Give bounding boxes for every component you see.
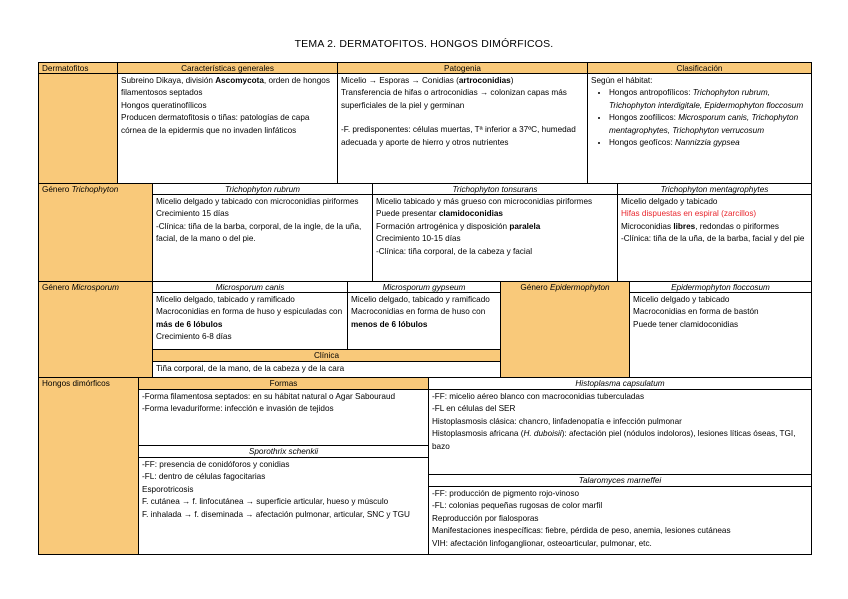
row-label-fill — [38, 73, 118, 184]
header-microsporum-canis: Microsporum canis — [152, 281, 348, 293]
header-clasificacion: Clasificación — [587, 62, 812, 74]
header-formas: Formas — [138, 377, 429, 390]
list-item: • Hongos zoofílicos: Microsporum canis, Trichophyton mentagrophytes, Trichophyton verrucosum — [609, 112, 808, 137]
header-trichophyton-mentagrophytes: Trichophyton mentagrophytes — [617, 183, 812, 195]
row-label-dermatofitos: Dermatofitos — [38, 62, 118, 74]
microsporum-canis: Micelio delgado, tabicado y ramificado Macroconidias en forma de huso y espiculadas con más de 6 lóbulos Crecimiento 6-8 días — [152, 292, 348, 350]
header-caracteristicas: Características generales — [117, 62, 338, 74]
list-item: • Hongos geofícos: Nannizzia gypsea — [609, 137, 808, 149]
row-label-epidermophyton: Género Epidermophyton — [500, 281, 630, 378]
header-trichophyton-rubrum: Trichophyton rubrum — [152, 183, 373, 195]
trichophyton-rubrum: Micelio delgado y tabicado con microconidias piriformes Crecimiento 15 días -Clínica: tiña de la barba, corporal, de la ingle, de la uña, facial, de la mano o del pie. — [152, 194, 373, 282]
header-talaromyces: Talaromyces marneffei — [428, 474, 812, 487]
sporothrix-schenkii: -FF: presencia de conidóforos y conidias -FL: dentro de células fagocitarias Esporotricosis F. cutánea → f. linfocutánea → superficie articular, hueso y músculo F. inhalada → f. diseminada → afectación pulmonar, articular, SNC y TGU — [138, 457, 429, 555]
header-epidermophyton-floccosum: Epidermophyton floccosum — [629, 281, 812, 293]
microsporum-clinica: Tiña corporal, de la mano, de la cabeza y de la cara — [152, 361, 501, 378]
clasificacion: Según el hábitat: • Hongos antropofílicos: Trichophyton rubrum, Trichophyton interdigitale, Epidermophyton floccosum • Hongos zoofílicos: Microsporum canis, Trichophyton mentagrophytes, Trichophyton verrucosum • Hongos geofícos: Nannizzia gypsea — [587, 73, 812, 184]
header-histoplasma: Histoplasma capsulatum — [428, 377, 812, 390]
list-item: • Hongos antropofílicos: Trichophyton rubrum, Trichophyton interdigitale, Epidermophyton floccosum — [609, 87, 808, 112]
row-label-microsporum: Género Microsporum — [38, 281, 153, 378]
microsporum-gypseum: Micelio delgado, tabicado y ramificado Macroconidias en forma de huso con menos de 6 lóbulos — [347, 292, 501, 350]
trichophyton-mentagrophytes: Micelio delgado y tabicado Hifas dispuestas en espiral (zarcillos) Microconidias libres, redondas o piriformes -Clínica: tiña de la uña, de la barba, facial y del pie — [617, 194, 812, 282]
header-patogenia: Patogenia — [337, 62, 588, 74]
row-label-hongos-dimorficos: Hongos dimórficos — [38, 377, 139, 555]
header-microsporum-clinica: Clínica — [152, 349, 501, 362]
epidermophyton-floccosum: Micelio delgado y tabicado Macroconidias en forma de bastón Puede tener clamidoconidias — [629, 292, 812, 378]
page-title: TEMA 2. DERMATOFITOS. HONGOS DIMÓRFICOS. — [294, 38, 554, 50]
header-microsporum-gypseum: Microsporum gypseum — [347, 281, 501, 293]
trichophyton-tonsurans: Micelio tabicado y más grueso con microconidias piriformes Puede presentar clamidoconidias Formación artrogénica y disposición paralela Crecimiento 10-15 días -Clínica: tiña corporal, de la cabeza y facial — [372, 194, 618, 282]
header-trichophyton-tonsurans: Trichophyton tonsurans — [372, 183, 618, 195]
talaromyces-marneffei: -FF: producción de pigmento rojo-vinoso -FL: colonias pequeñas rugosas de color marfil Reproducción por fialosporas Manifestaciones inespecíficas: fiebre, pérdida de peso, anemia, lesiones cutáneas VIH: afectación linfoganglionar, osteoarticular, pulmonar, etc. — [428, 486, 812, 555]
histoplasma-capsulatum: -FF: micelio aéreo blanco con macroconidias tuberculadas -FL en células del SER Histoplasmosis clásica: chancro, linfadenopatía e infección pulmonar Histoplasmosis africana (H. duboisii): afectación piel (nódulos indoloros), lesiones líticas óseas, TGI, bazo — [428, 389, 812, 475]
header-sporothrix: Sporothrix schenkii — [138, 445, 429, 458]
formas: -Forma filamentosa septados: en su hábitat natural o Agar Sabouraud -Forma levaduriforme: infección e invasión de tejidos — [138, 389, 429, 446]
caracteristicas-generales: Subreino Dikaya, división Ascomycota, orden de hongos filamentosos septados Hongos queratinofílicos Producen dermatofitosis o tiñas: patologías de capa córnea de la epidermis que no invaden linfáticos — [117, 73, 338, 184]
patogenia: Micelio → Esporas → Conidias (artroconidias) Transferencia de hifas o artroconidias → colonizan capas más superficiales de la piel y germinan -F. predisponentes: células muertas, Tª inferior a 37ºC, humedad adecuada y aporte de hierro y otros nutrientes — [337, 73, 588, 184]
row-label-trichophyton: Género Trichophyton — [38, 183, 153, 282]
